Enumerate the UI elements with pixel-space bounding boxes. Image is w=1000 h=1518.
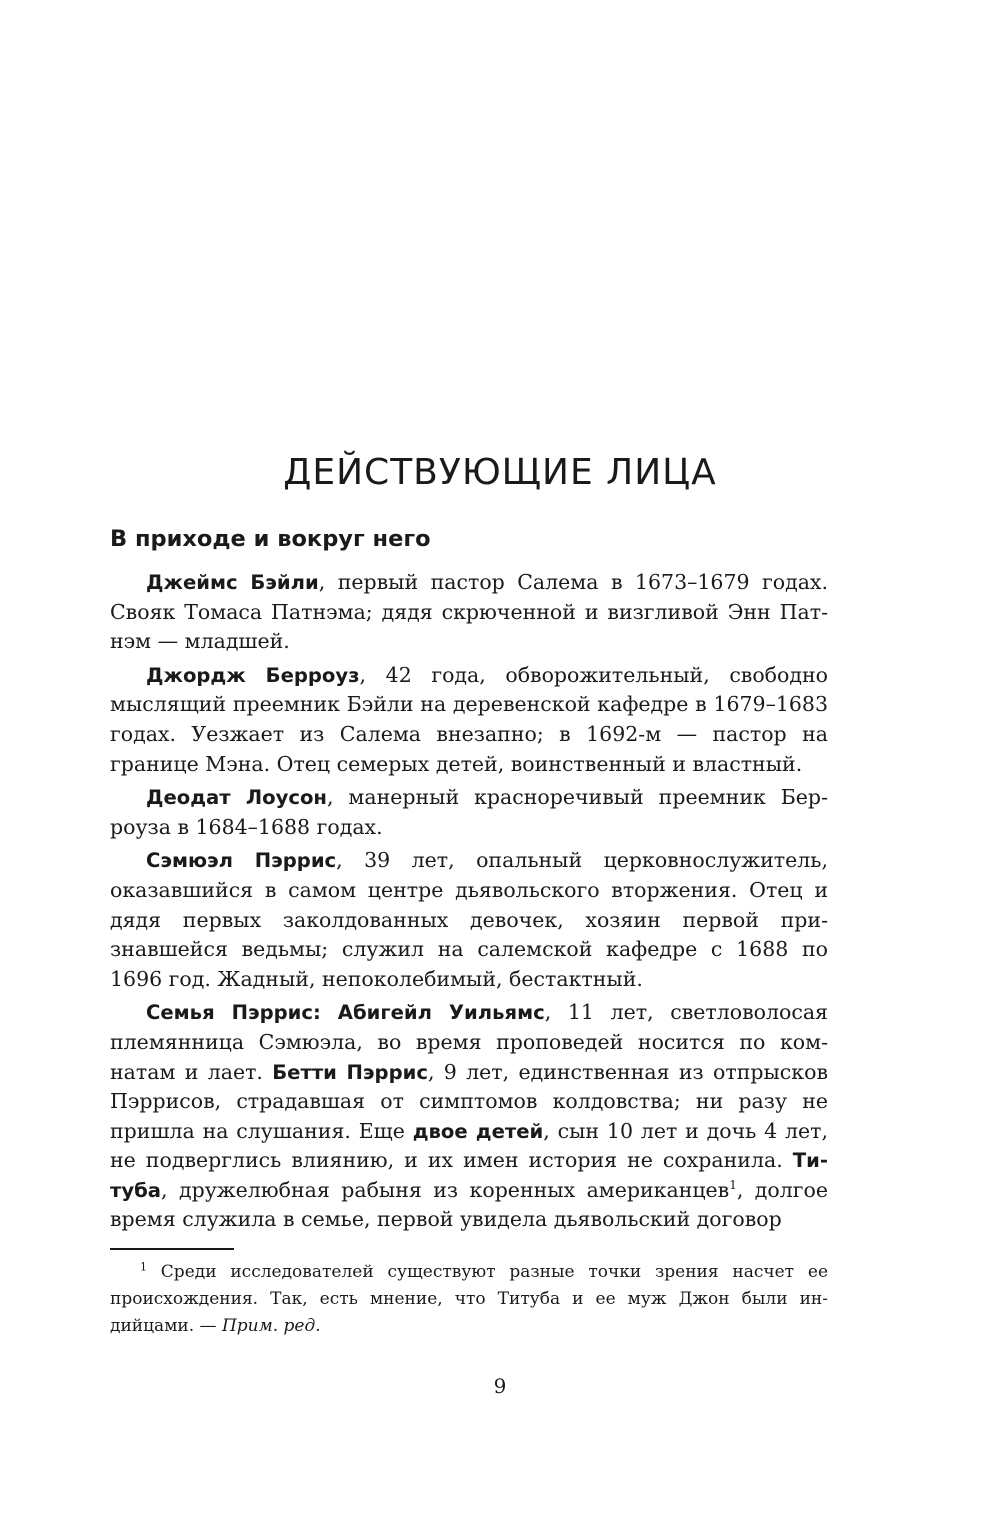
paragraph-deodat-lawson bbox=[110, 783, 828, 842]
character-name: Сэмюэл Пэррис bbox=[146, 849, 337, 873]
paragraph-text: , 42 года, обворожительный, свободно мыслящий преемник Бэйли на деревенской кафедре в 1679–1683 годах. Уезжает из Салема внезапно; в 1692-м — пастор на границе Мэна. Отец семерых детей, воинственный и властный. bbox=[110, 662, 828, 776]
chapter-title: ДЕЙСТВУЮЩИЕ ЛИЦА bbox=[283, 452, 717, 493]
character-name: Джеймс Бэйли bbox=[146, 571, 319, 594]
footnote-marker: 1 bbox=[140, 1260, 147, 1274]
paragraph-samuel-parris bbox=[110, 846, 828, 994]
paragraph-text: , дружелюбная рабыня из коренных американцев bbox=[161, 1177, 730, 1202]
character-name: Деодат Лоусон bbox=[146, 786, 327, 810]
character-name: Титуба bbox=[110, 1149, 828, 1202]
paragraph-text: , 9 лет, единственная из отпрысков Пэррисов, страдавшая от симптомов колдовства; ни разу не пришла на слушания. Еще bbox=[110, 1059, 828, 1143]
footnote-divider bbox=[110, 1248, 234, 1250]
paragraph-parris-family bbox=[110, 998, 828, 1235]
section-heading: В приходе и вокруг него bbox=[110, 526, 431, 552]
character-name: двое детей bbox=[412, 1119, 544, 1143]
character-name: Джордж Берроуз bbox=[146, 663, 360, 687]
page-number: 9 bbox=[493, 1374, 507, 1398]
body-text bbox=[110, 568, 828, 1239]
paragraph-james-bayley bbox=[110, 568, 828, 657]
footnote-reference[interactable]: 1 bbox=[729, 1178, 737, 1193]
footnote-editor-note: Прим. ред. bbox=[221, 1316, 321, 1336]
paragraph-george-burroughs bbox=[110, 661, 828, 779]
paragraph-text: , долгое время служила в семье, первой увидела дьявольский договор bbox=[110, 1177, 829, 1232]
paragraph-text: , манерный красноречивый преемник Берроуза в 1684–1688 годах. bbox=[110, 785, 828, 839]
paragraph-text: , первый пастор Салема в 1673–1679 годах. Свояк Томаса Патнэма; дядя скрюченной и визгливой Энн Патнэм — младшей. bbox=[110, 570, 829, 654]
paragraph-text: , 39 лет, опальный церковнослужитель, оказавшийся в самом центре дьявольского вторжения. Отец и дядя первых заколдованных девочек, хозяин первой признавшейся ведьмы; служил на салемской кафедре с 1688 по 1696 год. Жадный, непоколебимый, бестактный. bbox=[110, 848, 828, 991]
footnote-text: Среди исследователей существуют разные точки зрения насчет ее происхождения. Так, есть мнение, что Титуба и ее муж Джон были индийцами. — bbox=[110, 1262, 828, 1336]
paragraph-text: , сын 10 лет и дочь 4 лет, не подверглись влиянию, и их имен история не сохранила. bbox=[110, 1118, 828, 1173]
character-name: Семья Пэррис: Абигейл Уильямс bbox=[146, 1001, 545, 1025]
paragraph-text: , 11 лет, светловолосая племянница Сэмюэла, во время проповедей носится по комнатам и лает. bbox=[110, 1000, 828, 1084]
footnote bbox=[110, 1259, 828, 1340]
character-name: Бетти Пэррис bbox=[272, 1060, 428, 1084]
